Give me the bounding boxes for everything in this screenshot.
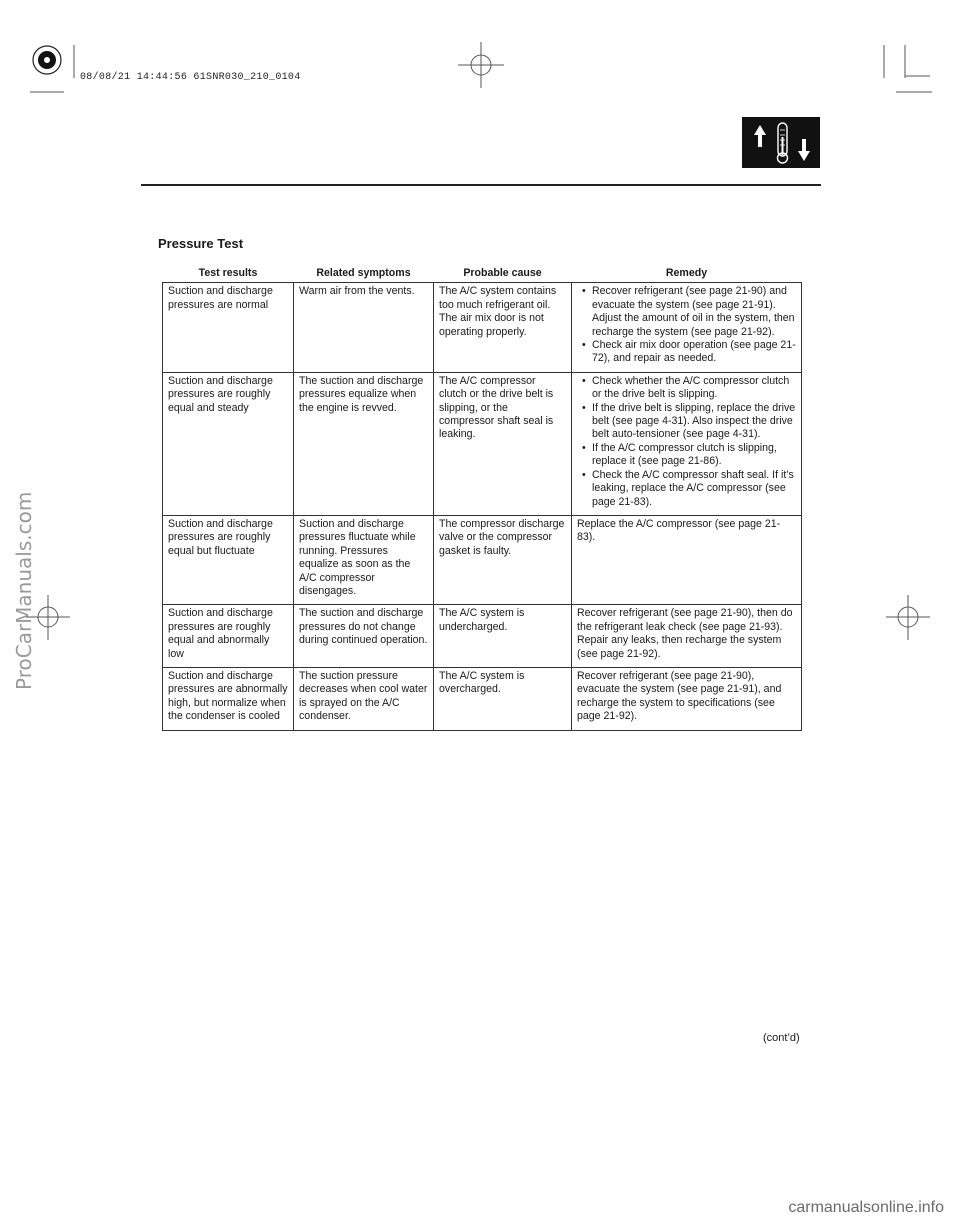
cell-remedy bbox=[572, 372, 802, 515]
header-remedy: Remedy bbox=[572, 266, 802, 283]
cell-symptom: Warm air from the vents. bbox=[294, 283, 434, 372]
remedy-item: • Check whether the A/C compressor clutch or the drive belt is slipping. bbox=[577, 375, 796, 402]
cell-remedy: Recover refrigerant (see page 21-90), evacuate the system (see page 21-91), and recharge the system to specifications (see page 21-92). bbox=[572, 667, 802, 730]
remedy-item: • Recover refrigerant (see page 21-90) and evacuate the system (see page 21-91). Adjust the amount of oil in the system, then recharge the system (see page 21-92). bbox=[577, 285, 796, 339]
section-title: Pressure Test bbox=[158, 236, 244, 251]
cell-remedy: Replace the A/C compressor (see page 21-83). bbox=[572, 515, 802, 604]
cell-cause: The compressor discharge valve or the compressor gasket is faulty. bbox=[434, 515, 572, 604]
cell-test-result: Suction and discharge pressures are normal bbox=[163, 283, 294, 372]
table-row bbox=[163, 605, 802, 668]
table-row bbox=[163, 283, 802, 372]
table-row bbox=[163, 515, 802, 604]
remedy-item: • Check the A/C compressor shaft seal. If it’s leaking, replace the A/C compressor (see page 21-83). bbox=[577, 469, 796, 509]
thermometer-arrows-icon bbox=[742, 117, 820, 168]
table-header-row bbox=[163, 266, 802, 283]
cell-remedy bbox=[572, 283, 802, 372]
cell-symptom: The suction and discharge pressures equalize when the engine is revved. bbox=[294, 372, 434, 515]
cell-remedy: Recover refrigerant (see page 21-90), then do the refrigerant leak check (see page 21-93). Repair any leaks, then recharge the system (see page 21-92). bbox=[572, 605, 802, 668]
cell-test-result: Suction and discharge pressures are roughly equal and steady bbox=[163, 372, 294, 515]
cell-symptom: The suction and discharge pressures do not change during continued operation. bbox=[294, 605, 434, 668]
cell-test-result: Suction and discharge pressures are abnormally high, but normalize when the condenser is cooled bbox=[163, 667, 294, 730]
header-probable-cause: Probable cause bbox=[434, 266, 572, 283]
cell-symptom: Suction and discharge pressures fluctuate while running. Pressures equalize as soon as the A/C compressor disengages. bbox=[294, 515, 434, 604]
cell-cause: The A/C system is undercharged. bbox=[434, 605, 572, 668]
cell-cause: The A/C system contains too much refrigerant oil. The air mix door is not operating properly. bbox=[434, 283, 572, 372]
pressure-test-table bbox=[162, 266, 802, 731]
footer-watermark: carmanualsonline.info bbox=[788, 1199, 944, 1216]
target-mark-icon bbox=[33, 46, 61, 74]
cell-test-result: Suction and discharge pressures are roughly equal but fluctuate bbox=[163, 515, 294, 604]
print-stamp: 08/08/21 14:44:56 61SNR030_210_0104 bbox=[80, 72, 301, 83]
cell-test-result: Suction and discharge pressures are roughly equal and abnormally low bbox=[163, 605, 294, 668]
remedy-item: • Check air mix door operation (see page 21-72), and repair as needed. bbox=[577, 339, 796, 366]
continued-note: (cont’d) bbox=[763, 1032, 800, 1044]
remedy-item: • If the A/C compressor clutch is slipping, replace it (see page 21-86). bbox=[577, 442, 796, 469]
table-row bbox=[163, 372, 802, 515]
remedy-item: • If the drive belt is slipping, replace the drive belt (see page 4-31). Also inspect the drive belt auto-tensioner (see page 4-31). bbox=[577, 402, 796, 442]
side-watermark: ProCarManuals.com bbox=[12, 491, 36, 690]
cell-symptom: The suction pressure decreases when cool water is sprayed on the A/C condenser. bbox=[294, 667, 434, 730]
header-related-symptoms: Related symptoms bbox=[294, 266, 434, 283]
header-rule bbox=[141, 184, 821, 186]
header-test-results: Test results bbox=[163, 266, 294, 283]
cell-cause: The A/C compressor clutch or the drive belt is slipping, or the compressor shaft seal is leaking. bbox=[434, 372, 572, 515]
table-row bbox=[163, 667, 802, 730]
cell-cause: The A/C system is overcharged. bbox=[434, 667, 572, 730]
